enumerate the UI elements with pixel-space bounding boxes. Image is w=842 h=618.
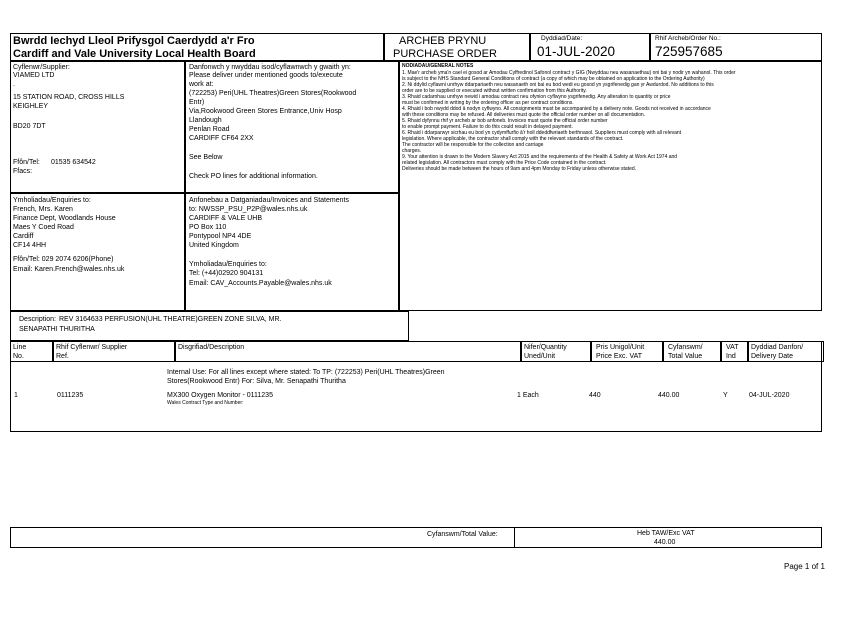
general-notes-line: 9. Your attention is drawn to the Modern Slavery Act 2015 and the requirements of the Health & Safety at Work Act 1974 and <box>402 154 678 160</box>
row-item-description: MX300 Oxygen Monitor - 0111235 <box>167 392 273 399</box>
totals-vat-label: Heb TAW/Exc VAT <box>637 530 695 537</box>
row-unit-price: 440 <box>589 392 601 399</box>
column-header-text: Pris Unigol/Unit <box>596 344 645 351</box>
column-header-description <box>175 341 521 362</box>
general-notes-line: is subject to the NHS Standard General Conditions of contract (a copy of which may be obtained on application to the Ordering Authority) <box>402 76 705 82</box>
supplier-placeholder: . <box>13 81 15 88</box>
supplier-label: Cyflenwr/Supplier: <box>13 64 70 71</box>
enquiries-email: Email: Karen.French@wales.nhs.uk <box>13 266 125 273</box>
org-name-english: Cardiff and Vale University Local Health Board <box>13 48 256 60</box>
totals-box <box>10 527 822 548</box>
delivery-heading-english: Please deliver under mentioned goods to/execute <box>189 72 343 79</box>
org-name-welsh: Bwrdd Iechyd Lleol Prifysgol Caerdydd a'r Fro <box>13 35 255 47</box>
organisation-box <box>10 33 384 61</box>
row-supplier-ref: 0111235 <box>57 392 84 399</box>
enquiries-phone: Ffôn/Tel: 029 2074 6206(Phone) <box>13 256 114 263</box>
column-header-text: Rhif Cyflenwr/ Supplier <box>56 344 128 351</box>
totals-divider <box>514 528 515 547</box>
column-header-text: Uned/Unit <box>524 353 556 360</box>
supplier-phone-value: 01535 634542 <box>51 159 96 166</box>
invoices-address-line: Pontypool NP4 4DE <box>189 233 252 240</box>
column-header-text: Ind <box>726 353 736 360</box>
general-notes-line: 3. Rhaid cadarnhau unrhyw newid i amodau contract neu ofynion cyflwyno ysgrifenedig. Any alteration to quantity or price <box>402 94 671 100</box>
order-date-value: 01-JUL-2020 <box>537 44 616 59</box>
general-notes-line: legislation. Where applicable, the contractor shall comply with the relevant standards of the contract. <box>402 136 624 142</box>
general-notes-line: charges. <box>402 148 422 154</box>
supplier-address-line2: KEIGHLEY <box>13 103 49 110</box>
general-notes-box <box>399 61 822 311</box>
order-date-label: Dyddiad/Date: <box>541 35 583 42</box>
page-number: Page 1 of 1 <box>784 562 825 571</box>
column-header-text: Delivery Date <box>751 353 794 360</box>
row-line-number: 1 <box>14 392 18 399</box>
general-notes-line: to enable prompt payment. Failure to do this could result in delayed payment. <box>402 124 573 130</box>
column-header-text: Disgrifiad/Description <box>178 344 245 351</box>
general-notes-line: 2. Ni ddylid cyflawni unrhyw ddarpariaeth neu wasanaeth oni bai eu bod wedi eu gosod yn ysgrifenedig gan yr Awdurdod. No additions to this <box>402 82 714 88</box>
delivery-address-line: CARDIFF CF64 2XX <box>189 135 254 142</box>
order-number-box <box>650 33 822 61</box>
column-header-text: Nifer/Quantity <box>524 344 567 351</box>
supplier-box <box>10 61 185 193</box>
enquiries-address-line: Finance Dept, Woodlands House <box>13 215 116 222</box>
invoices-enquiries-label: Ymholiadau/Enquiries to: <box>189 261 267 268</box>
column-header-text: No. <box>13 353 24 360</box>
delivery-heading-welsh: Danfonwch y nwyddau isod/cyflawnwch y gwaith yn: <box>189 64 351 71</box>
row-delivery-date: 04-JUL-2020 <box>749 392 790 399</box>
column-header-line <box>10 341 53 362</box>
document-title-welsh: ARCHEB PRYNU <box>399 35 487 47</box>
column-header-vat <box>721 341 748 362</box>
column-header-text: Ref. <box>56 353 69 360</box>
invoices-enquiries-phone: Tel: (+44)02920 904131 <box>189 270 264 277</box>
column-header-text: Dyddiad Danfon/ <box>751 344 804 351</box>
delivery-address-line: Entr) <box>189 99 205 106</box>
delivery-address-line: Via,Rookwood Green Stores Entrance,Univ Hosp <box>189 108 342 115</box>
column-header-delivery-date <box>748 341 824 362</box>
general-notes-line: must be confirmed in writing by the ordering officer as per contract conditions. <box>402 100 574 106</box>
row-vat-indicator: Y <box>723 392 728 399</box>
column-header-supplier-ref <box>53 341 175 362</box>
general-notes-line: Deliveries should be made between the hours of 9am and 4pm Monday to Friday unless otherwise stated. <box>402 166 637 172</box>
general-notes-line: 6. Rhaid i ddarparwyr sicrhau eu bod yn cydymffurfio â'r holl ddeddfwriaeth berthnasol. Suppliers must comply with all relevant <box>402 130 682 136</box>
column-header-total <box>663 341 721 362</box>
delivery-box <box>185 61 399 193</box>
totals-label: Cyfanswm/Total Value: <box>427 531 498 538</box>
description-label: Description: <box>19 316 56 323</box>
order-date-box <box>530 33 650 61</box>
general-notes-text <box>402 70 820 172</box>
column-header-text: Cyfanswm/ <box>668 344 703 351</box>
order-number-label: Rhif Archeb/Order No.: <box>655 35 721 42</box>
column-header-unit-price <box>591 341 663 362</box>
delivery-address-line: (722253) Peri(UHL Theatres)Green Stores(Rookwood <box>189 90 357 97</box>
enquiries-address-line: Cardiff <box>13 233 34 240</box>
invoices-address-line: CARDIFF & VALE UHB <box>189 215 262 222</box>
table-row <box>11 362 821 431</box>
supplier-fax-label: Ffacs: <box>13 168 33 175</box>
document-title-box <box>384 33 530 61</box>
supplier-name: VIAMED LTD <box>13 72 55 79</box>
delivery-check-po: Check PO lines for additional information. <box>189 173 318 180</box>
general-notes-line: related legislation. All contractors must comply with the Price Code contained in the contract. <box>402 160 607 166</box>
invoices-address-line: PO Box 110 <box>189 224 227 231</box>
enquiries-label: Ymholiadau/Enquiries to: <box>13 197 91 204</box>
delivery-address-line: Penlan Road <box>189 126 230 133</box>
column-header-quantity <box>521 341 591 362</box>
invoices-box <box>185 193 399 311</box>
row-internal-use: Internal Use: For all lines except where stated: To TP: (722253) Peri(UHL Theatres)Green <box>167 369 445 376</box>
enquiries-box <box>10 193 185 311</box>
delivery-heading-work-at: work at: <box>189 81 214 88</box>
delivery-address-line: Llandough <box>189 117 222 124</box>
delivery-see-below: See Below <box>189 154 223 161</box>
row-quantity: 1 Each <box>517 392 539 399</box>
column-header-text: Price Exc. VAT <box>596 353 643 360</box>
supplier-postcode: BD20 7DT <box>13 123 46 130</box>
row-internal-use-line2: Stores(Rookwood Entr) For: Silva, Mr. Senapathi Thuritha <box>167 378 346 385</box>
general-notes-line: The contractor will be responsible for the collection and carriage <box>402 142 544 148</box>
column-header-text: VAT <box>726 344 739 351</box>
supplier-address-line1: 15 STATION ROAD, CROSS HILLS <box>13 94 125 101</box>
general-notes-line: with these conditions may be refused. All deliveries must quote the official order number on all documentation. <box>402 112 646 118</box>
column-header-text: Line <box>13 344 27 351</box>
invoices-enquiries-email: Email: CAV_Accounts.Payable@wales.nhs.uk <box>189 280 332 287</box>
general-notes-line: 5. Rhaid dyfynnu rhif yr archeb ar bob anfoneb. Invoices must quote the official order number <box>402 118 608 124</box>
general-notes-line: order are to be supplied or executed without written confirmation from this Authority. <box>402 88 587 94</box>
order-number-value: 725957685 <box>655 44 723 59</box>
description-line2: SENAPATHI THURITHA <box>19 326 95 333</box>
description-box <box>10 311 409 341</box>
line-items-table <box>10 341 822 432</box>
description-line1: REV 3164633 PERFUSION(UHL THEATRE)GREEN ZONE SILVA, MR. <box>59 316 282 323</box>
enquiries-contact-name: French, Mrs. Karen <box>13 206 73 213</box>
invoices-email: to: NWSSP_PSU_P2P@wales.nhs.uk <box>189 206 308 213</box>
enquiries-address-line: CF14 4HH <box>13 242 47 249</box>
enquiries-address-line: Maes Y Coed Road <box>13 224 74 231</box>
supplier-phone-label: Ffôn/Tel: <box>13 159 40 166</box>
row-total-value: 440.00 <box>658 392 680 399</box>
invoices-address-line: United Kingdom <box>189 242 239 249</box>
document-title-english: PURCHASE ORDER <box>393 48 497 60</box>
general-notes-line: 4. Rhaid i bob nwydd ddod â nodyn cyflwyno. All consignments must be accompanied by a delivery note. Goods not received in accordance <box>402 106 711 112</box>
general-notes-heading: NODIADAU/GENERAL NOTES <box>402 63 474 69</box>
totals-value: 440.00 <box>654 539 676 546</box>
invoices-label: Anfonebau a Datganiadau/Invoices and Statements <box>189 197 349 204</box>
row-item-contract: Wales Contract Type and Number: <box>167 400 244 406</box>
column-header-text: Total Value <box>668 353 703 360</box>
general-notes-line: 1. Mae'r archeb yma'n cael ei gosod ar Amodau Cyffredinol Safonol contract y GIG (Nwyddau neu wasanaethau) oni bai y nodir yn wahanol. This order <box>402 70 736 76</box>
